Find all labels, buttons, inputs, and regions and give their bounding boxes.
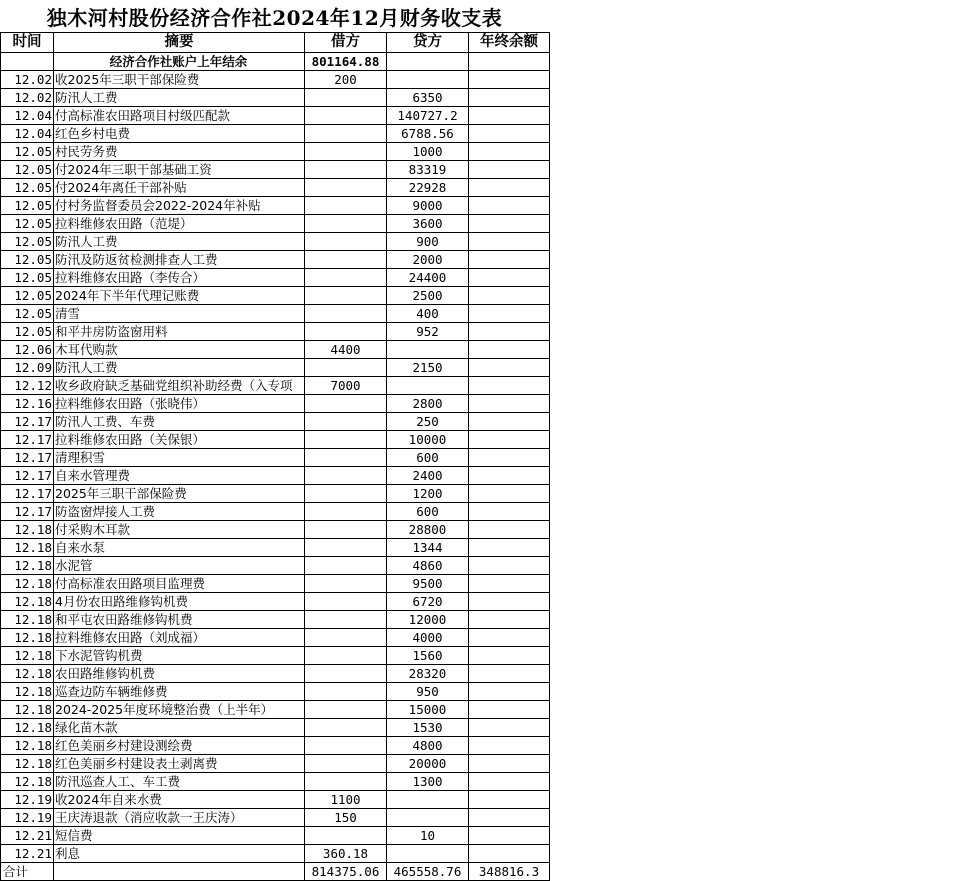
date-cell: 12.17: [1, 485, 54, 503]
credit-cell: 24400: [387, 269, 469, 287]
header-date: 时间: [1, 33, 54, 53]
summary-cell: 水泥管: [54, 557, 305, 575]
debit-cell: [305, 611, 387, 629]
debit-cell: [305, 359, 387, 377]
table-row: [1, 89, 550, 107]
summary-cell: 绿化苗木款: [54, 719, 305, 737]
date-cell: 12.02: [1, 71, 54, 89]
table-row: [1, 611, 550, 629]
debit-cell: [305, 305, 387, 323]
table-row: [1, 647, 550, 665]
credit-cell: 3600: [387, 215, 469, 233]
summary-cell: 村民劳务费: [54, 143, 305, 161]
debit-cell: [305, 197, 387, 215]
balance-cell: [469, 845, 550, 863]
date-cell: 12.17: [1, 449, 54, 467]
table-row: [1, 305, 550, 323]
credit-cell: 15000: [387, 701, 469, 719]
summary-cell: 拉料维修农田路（刘成福）: [54, 629, 305, 647]
table-row: [1, 593, 550, 611]
credit-cell: 1560: [387, 647, 469, 665]
debit-cell: [305, 287, 387, 305]
balance-cell: [469, 395, 550, 413]
summary-cell: 和平屯农田路维修钩机费: [54, 611, 305, 629]
table-row: [1, 179, 550, 197]
debit-cell: [305, 161, 387, 179]
summary-cell: 付高标准农田路项目监理费: [54, 575, 305, 593]
header-debit: 借方: [305, 33, 387, 53]
balance-cell: [469, 197, 550, 215]
credit-cell: [387, 809, 469, 827]
table-row: [1, 521, 550, 539]
balance-cell: [469, 773, 550, 791]
date-cell: 12.05: [1, 233, 54, 251]
total-desc-cell: [54, 863, 305, 881]
credit-cell: 6788.56: [387, 125, 469, 143]
balance-cell: [469, 737, 550, 755]
summary-cell: 和平井房防盗窗用料: [54, 323, 305, 341]
table-row: [1, 809, 550, 827]
debit-cell: [305, 629, 387, 647]
balance-cell: [469, 755, 550, 773]
debit-cell: [305, 683, 387, 701]
debit-cell: 7000: [305, 377, 387, 395]
table-row: [1, 755, 550, 773]
table-row: [1, 359, 550, 377]
summary-cell: 防汛人工费: [54, 89, 305, 107]
debit-cell: [305, 575, 387, 593]
date-cell: 12.19: [1, 791, 54, 809]
balance-cell: [469, 287, 550, 305]
balance-cell: [469, 827, 550, 845]
header-summary: 摘要: [54, 33, 305, 53]
debit-cell: [305, 755, 387, 773]
date-cell: 12.18: [1, 557, 54, 575]
debit-cell: [305, 431, 387, 449]
balance-cell: [469, 539, 550, 557]
credit-cell: 20000: [387, 755, 469, 773]
debit-cell: [305, 107, 387, 125]
table-row: [1, 845, 550, 863]
debit-cell: [305, 665, 387, 683]
credit-cell: 4800: [387, 737, 469, 755]
opening-credit-cell: [387, 53, 469, 71]
date-cell: 12.05: [1, 323, 54, 341]
debit-cell: [305, 485, 387, 503]
debit-cell: [305, 701, 387, 719]
debit-cell: [305, 773, 387, 791]
debit-cell: [305, 737, 387, 755]
summary-cell: 防盗窗焊接人工费: [54, 503, 305, 521]
table-row: [1, 287, 550, 305]
credit-cell: 950: [387, 683, 469, 701]
summary-cell: 巡查边防车辆维修费: [54, 683, 305, 701]
credit-cell: 600: [387, 449, 469, 467]
balance-cell: [469, 233, 550, 251]
debit-cell: [305, 827, 387, 845]
table-row: [1, 323, 550, 341]
summary-cell: 拉料维修农田路（李传合）: [54, 269, 305, 287]
ledger-table: [0, 32, 550, 881]
date-cell: 12.09: [1, 359, 54, 377]
date-cell: 12.05: [1, 305, 54, 323]
summary-cell: 防汛及防返贫检测排查人工费: [54, 251, 305, 269]
summary-cell: 付村务监督委员会2022-2024年补贴: [54, 197, 305, 215]
debit-cell: 150: [305, 809, 387, 827]
table-row: [1, 269, 550, 287]
summary-cell: 王庆涛退款（消应收款一王庆涛）: [54, 809, 305, 827]
table-row: [1, 665, 550, 683]
debit-cell: 360.18: [305, 845, 387, 863]
date-cell: 12.18: [1, 719, 54, 737]
summary-cell: 清雪: [54, 305, 305, 323]
balance-cell: [469, 719, 550, 737]
balance-cell: [469, 431, 550, 449]
summary-cell: 短信费: [54, 827, 305, 845]
balance-cell: [469, 125, 550, 143]
opening-label: 经济合作社账户上年结余: [54, 53, 305, 71]
balance-cell: [469, 413, 550, 431]
summary-cell: 下水泥管钩机费: [54, 647, 305, 665]
header-balance: 年终余额: [469, 33, 550, 53]
debit-cell: [305, 719, 387, 737]
credit-cell: 28800: [387, 521, 469, 539]
opening-debit: 801164.88: [305, 53, 387, 71]
table-row: [1, 341, 550, 359]
total-label: 合计: [1, 863, 54, 881]
credit-cell: [387, 341, 469, 359]
table-row: [1, 683, 550, 701]
summary-cell: 拉料维修农田路（张晓伟）: [54, 395, 305, 413]
balance-cell: [469, 467, 550, 485]
credit-cell: 10: [387, 827, 469, 845]
credit-cell: 2000: [387, 251, 469, 269]
table-row: [1, 827, 550, 845]
debit-cell: [305, 89, 387, 107]
table-row: [1, 737, 550, 755]
debit-cell: [305, 395, 387, 413]
opening-date-cell: [1, 53, 54, 71]
debit-cell: 4400: [305, 341, 387, 359]
table-row: [1, 395, 550, 413]
balance-cell: [469, 107, 550, 125]
credit-cell: 2150: [387, 359, 469, 377]
debit-cell: [305, 323, 387, 341]
table-row: [1, 773, 550, 791]
date-cell: 12.05: [1, 251, 54, 269]
credit-cell: [387, 377, 469, 395]
date-cell: 12.18: [1, 629, 54, 647]
debit-cell: [305, 179, 387, 197]
date-cell: 12.12: [1, 377, 54, 395]
summary-cell: 红色美丽乡村建设表土剥离费: [54, 755, 305, 773]
credit-cell: 4860: [387, 557, 469, 575]
credit-cell: [387, 791, 469, 809]
debit-cell: [305, 449, 387, 467]
credit-cell: 1200: [387, 485, 469, 503]
date-cell: 12.05: [1, 143, 54, 161]
balance-cell: [469, 449, 550, 467]
debit-cell: [305, 647, 387, 665]
balance-cell: [469, 179, 550, 197]
summary-cell: 2024-2025年度环境整治费（上半年）: [54, 701, 305, 719]
date-cell: 12.05: [1, 197, 54, 215]
date-cell: 12.18: [1, 755, 54, 773]
table-row: [1, 467, 550, 485]
date-cell: 12.05: [1, 215, 54, 233]
credit-cell: 6720: [387, 593, 469, 611]
date-cell: 12.18: [1, 683, 54, 701]
date-cell: 12.19: [1, 809, 54, 827]
opening-balance-cell: [469, 53, 550, 71]
table-row: [1, 539, 550, 557]
date-cell: 12.18: [1, 611, 54, 629]
credit-cell: 1344: [387, 539, 469, 557]
table-row: [1, 197, 550, 215]
credit-cell: 2500: [387, 287, 469, 305]
summary-cell: 防汛人工费: [54, 233, 305, 251]
credit-cell: 1000: [387, 143, 469, 161]
debit-cell: 200: [305, 71, 387, 89]
balance-cell: [469, 593, 550, 611]
credit-cell: 600: [387, 503, 469, 521]
summary-cell: 付采购木耳款: [54, 521, 305, 539]
summary-cell: 自来水泵: [54, 539, 305, 557]
credit-cell: 83319: [387, 161, 469, 179]
total-debit: 814375.06: [305, 863, 387, 881]
balance-cell: [469, 485, 550, 503]
summary-cell: 2025年三职干部保险费: [54, 485, 305, 503]
date-cell: 12.21: [1, 845, 54, 863]
balance-cell: [469, 557, 550, 575]
balance-cell: [469, 611, 550, 629]
balance-cell: [469, 215, 550, 233]
date-cell: 12.18: [1, 575, 54, 593]
summary-cell: 付2024年三职干部基础工资: [54, 161, 305, 179]
total-balance: 348816.3: [469, 863, 550, 881]
balance-cell: [469, 269, 550, 287]
credit-cell: 6350: [387, 89, 469, 107]
date-cell: 12.16: [1, 395, 54, 413]
balance-cell: [469, 701, 550, 719]
summary-cell: 4月份农田路维修钩机费: [54, 593, 305, 611]
debit-cell: [305, 251, 387, 269]
debit-cell: [305, 503, 387, 521]
date-cell: 12.06: [1, 341, 54, 359]
credit-cell: 4000: [387, 629, 469, 647]
balance-cell: [469, 359, 550, 377]
balance-cell: [469, 575, 550, 593]
summary-cell: 收2025年三职干部保险费: [54, 71, 305, 89]
summary-cell: 收2024年自来水费: [54, 791, 305, 809]
credit-cell: 22928: [387, 179, 469, 197]
summary-cell: 红色乡村电费: [54, 125, 305, 143]
date-cell: 12.18: [1, 593, 54, 611]
balance-cell: [469, 89, 550, 107]
credit-cell: 250: [387, 413, 469, 431]
credit-cell: 140727.2: [387, 107, 469, 125]
balance-cell: [469, 377, 550, 395]
date-cell: 12.04: [1, 107, 54, 125]
balance-cell: [469, 629, 550, 647]
date-cell: 12.18: [1, 521, 54, 539]
debit-cell: [305, 593, 387, 611]
date-cell: 12.17: [1, 413, 54, 431]
table-row: [1, 233, 550, 251]
balance-cell: [469, 503, 550, 521]
credit-cell: [387, 845, 469, 863]
credit-cell: 900: [387, 233, 469, 251]
table-row: [1, 251, 550, 269]
summary-cell: 付2024年离任干部补贴: [54, 179, 305, 197]
date-cell: 12.17: [1, 467, 54, 485]
date-cell: 12.04: [1, 125, 54, 143]
total-credit: 465558.76: [387, 863, 469, 881]
balance-cell: [469, 143, 550, 161]
date-cell: 12.17: [1, 503, 54, 521]
date-cell: 12.18: [1, 665, 54, 683]
debit-cell: [305, 125, 387, 143]
header-credit: 贷方: [387, 33, 469, 53]
date-cell: 12.18: [1, 647, 54, 665]
debit-cell: [305, 413, 387, 431]
debit-cell: [305, 233, 387, 251]
summary-cell: 防汛人工费、车费: [54, 413, 305, 431]
summary-cell: 利息: [54, 845, 305, 863]
date-cell: 12.05: [1, 161, 54, 179]
table-row: [1, 143, 550, 161]
summary-cell: 清理积雪: [54, 449, 305, 467]
date-cell: 12.05: [1, 287, 54, 305]
credit-cell: 9000: [387, 197, 469, 215]
table-row: [1, 431, 550, 449]
credit-cell: 28320: [387, 665, 469, 683]
summary-cell: 2024年下半年代理记账费: [54, 287, 305, 305]
debit-cell: 1100: [305, 791, 387, 809]
summary-cell: 付高标准农田路项目村级匹配款: [54, 107, 305, 125]
debit-cell: [305, 521, 387, 539]
table-row: [1, 719, 550, 737]
table-row: [1, 413, 550, 431]
date-cell: 12.18: [1, 737, 54, 755]
table-row: [1, 71, 550, 89]
summary-cell: 自来水管理费: [54, 467, 305, 485]
balance-cell: [469, 341, 550, 359]
summary-cell: 农田路维修钩机费: [54, 665, 305, 683]
debit-cell: [305, 143, 387, 161]
date-cell: 12.05: [1, 179, 54, 197]
summary-cell: 收乡政府缺乏基础党组织补助经费（入专项: [54, 377, 305, 395]
balance-cell: [469, 791, 550, 809]
date-cell: 12.21: [1, 827, 54, 845]
total-row: [1, 863, 550, 881]
table-row: [1, 485, 550, 503]
table-row: [1, 701, 550, 719]
balance-cell: [469, 323, 550, 341]
credit-cell: 952: [387, 323, 469, 341]
date-cell: 12.17: [1, 431, 54, 449]
date-cell: 12.02: [1, 89, 54, 107]
balance-cell: [469, 647, 550, 665]
date-cell: 12.18: [1, 539, 54, 557]
summary-cell: 防汛人工费: [54, 359, 305, 377]
summary-cell: 木耳代购款: [54, 341, 305, 359]
summary-cell: 防汛巡查人工、车工费: [54, 773, 305, 791]
balance-cell: [469, 665, 550, 683]
balance-cell: [469, 809, 550, 827]
credit-cell: [387, 71, 469, 89]
debit-cell: [305, 269, 387, 287]
credit-cell: 12000: [387, 611, 469, 629]
credit-cell: 400: [387, 305, 469, 323]
date-cell: 12.18: [1, 773, 54, 791]
table-row: [1, 575, 550, 593]
table-row: [1, 107, 550, 125]
summary-cell: 拉料维修农田路（范堤）: [54, 215, 305, 233]
sheet-title: 独木河村股份经济合作社2024年12月财务收支表: [46, 6, 503, 30]
balance-cell: [469, 251, 550, 269]
table-row: [1, 791, 550, 809]
credit-cell: 1530: [387, 719, 469, 737]
credit-cell: 2400: [387, 467, 469, 485]
debit-cell: [305, 215, 387, 233]
debit-cell: [305, 539, 387, 557]
debit-cell: [305, 557, 387, 575]
opening-balance-row: [1, 53, 550, 71]
table-row: [1, 215, 550, 233]
credit-cell: 2800: [387, 395, 469, 413]
table-row: [1, 503, 550, 521]
table-row: [1, 125, 550, 143]
table-row: [1, 449, 550, 467]
credit-cell: 10000: [387, 431, 469, 449]
table-row: [1, 161, 550, 179]
date-cell: 12.18: [1, 701, 54, 719]
summary-cell: 拉料维修农田路（关保银）: [54, 431, 305, 449]
table-row: [1, 557, 550, 575]
table-row: [1, 629, 550, 647]
balance-cell: [469, 521, 550, 539]
credit-cell: 9500: [387, 575, 469, 593]
balance-cell: [469, 305, 550, 323]
balance-cell: [469, 683, 550, 701]
balance-cell: [469, 161, 550, 179]
table-row: [1, 377, 550, 395]
credit-cell: 1300: [387, 773, 469, 791]
debit-cell: [305, 467, 387, 485]
summary-cell: 红色美丽乡村建设测绘费: [54, 737, 305, 755]
date-cell: 12.05: [1, 269, 54, 287]
header-row: [1, 33, 550, 53]
balance-cell: [469, 71, 550, 89]
